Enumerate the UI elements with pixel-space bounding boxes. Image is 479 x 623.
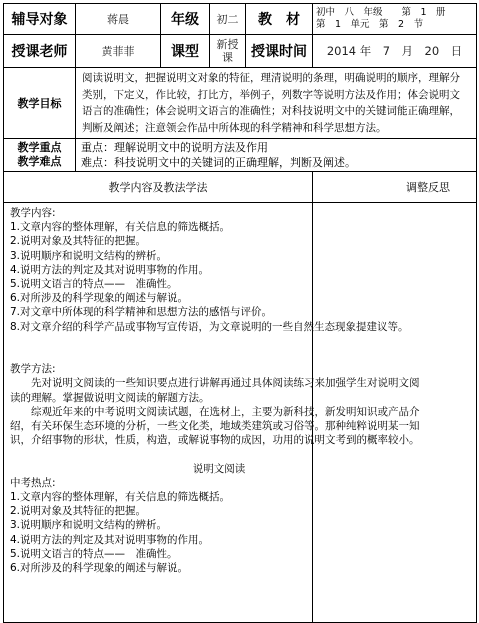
content-heading: 教学内容:: [10, 207, 56, 219]
lesson-type-label: 课型: [161, 35, 210, 68]
methods-paragraph-1: 先对说明文阅读的一些知识要点进行讲解再通过具体阅读练习来加强学生对说明文阅读的理解。掌握做说明文阅读的解题方法。: [10, 377, 420, 404]
objectives-row: [4, 68, 477, 139]
keypoints-label-1: 教学重点: [17, 141, 62, 154]
hot-item: 2.说明对象及其特征的把握。: [10, 505, 147, 518]
header-row-2: [4, 35, 477, 68]
lesson-plan-table: [3, 3, 477, 623]
content-item: 4.说明方法的判定及其对说明事物的作用。: [10, 263, 210, 276]
header-row-1: [4, 4, 477, 35]
hot-heading: 中考热点:: [10, 476, 56, 489]
content-item: 8.对文章介绍的科学产品或事物写宣传语，为文章说明的一些自然生态现象提建议等。: [10, 320, 409, 333]
reading-title: 说明文阅读: [192, 462, 246, 475]
tutor-label: 辅导对象: [4, 4, 76, 35]
methods-heading: 教学方法:: [10, 363, 56, 376]
grade-value: 初二: [210, 4, 246, 35]
grade-label: 年级: [161, 4, 210, 35]
hot-item: 3.说明顺序和说明文结构的辨析。: [10, 519, 168, 532]
keypoints-text: [76, 139, 477, 172]
content-item: 2.说明对象及其特征的把握。: [10, 235, 147, 248]
content-item: 6.对所涉及的科学现象的阐述与解说。: [10, 292, 189, 305]
section-header-row: [4, 172, 477, 203]
hot-item: 5.说明文语言的特点—— 准确性。: [10, 547, 178, 560]
keypoints-label-2: 教学难点: [17, 155, 62, 168]
content-item: 1.文章内容的整体理解，有关信息的筛选概括。: [10, 221, 231, 234]
section-title: 教学内容及教法学法: [4, 172, 313, 203]
content-item: 7.对文章中所体现的科学精神和思想方法的感悟与评价。: [10, 306, 273, 319]
methods-paragraph-2: 综观近年来的中考说明文阅读试题，在选材上，主要为新科技，新发明知识或产品介绍，有关环保生态环境的分析，一些文化类，地域类建筑或习俗等。那种纯粹说明某一知识，介绍事物的形状，性质，构造，或解说事物的成因，功用的说明文考到的概率较小。: [10, 405, 420, 447]
content-row: [4, 203, 477, 623]
content-item: 3.说明顺序和说明文结构的辨析。: [10, 249, 168, 262]
keypoints-row: [4, 139, 477, 172]
difficult-point: 难点：科技说明文中的关键词的正确理解，判断及阐述。: [81, 156, 356, 169]
textbook-info: [313, 4, 477, 35]
reflection-title: 调整反思: [313, 172, 477, 203]
textbook-info-line-2: 第 1 单元 第 2 节: [316, 19, 424, 30]
lesson-type-value: 新授课: [210, 35, 246, 68]
key-point: 重点：理解说明文中的说明方法及作用: [81, 141, 268, 154]
tutor-value: 蒋晨: [76, 4, 161, 35]
teacher-value: 黄菲菲: [76, 35, 161, 68]
time-value: 2014 年 7 月 20 日: [313, 35, 477, 68]
hot-item: 6.对所涉及的科学现象的阐述与解说。: [10, 562, 189, 575]
content-cell: [4, 203, 420, 623]
teacher-label: 授课老师: [4, 35, 76, 68]
hot-item: 4.说明方法的判定及其对说明事物的作用。: [10, 533, 210, 546]
hot-item: 1.文章内容的整体理解，有关信息的筛选概括。: [10, 491, 231, 504]
content-item: 5.说明文语言的特点—— 准确性。: [10, 278, 178, 291]
time-label: 授课时间: [246, 35, 313, 68]
objectives-label: 教学目标: [4, 68, 76, 139]
objectives-text: 阅读说明文，把握说明文对象的特征，理清说明的条理，明确说明的顺序，理解分类别，下定义，作比较，打比方，举例子，列数字等说明方法及作用；体会说明文语言的准确性；体会说明文语言的准确性；对科技说明文中的关键词能正确理解，判断及阐述；注意领会作品中所体现的科学精神和科学思想方法。: [76, 68, 477, 139]
keypoints-label: [4, 139, 76, 172]
textbook-label: 教 材: [246, 4, 313, 35]
textbook-info-line-1: 初中 八 年级 第 1 册: [316, 7, 446, 18]
